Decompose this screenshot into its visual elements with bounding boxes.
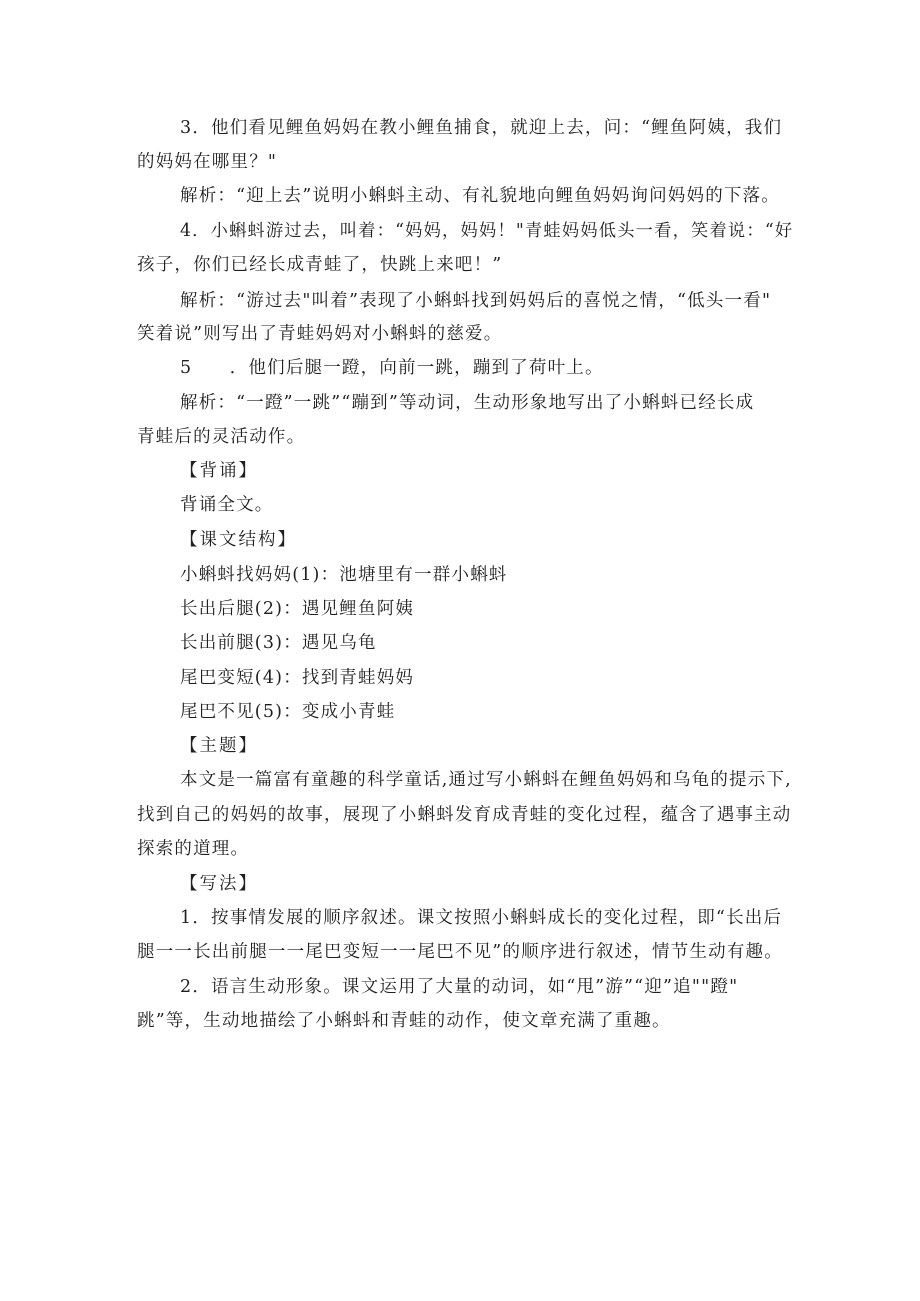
item-3-line-1: 3．他们看见鲤鱼妈妈在教小鲤鱼捕食，就迎上去，问：“鲤鱼阿姨，我们: [180, 118, 783, 138]
writing-1-line-1: 1．按事情发展的顺序叙述。课文按照小蝌蚪成长的变化过程，即“长出后: [180, 908, 783, 928]
structure-item-5: 尾巴不见(5)：变成小青蛙: [180, 702, 396, 722]
theme-line-1: 本文是一篇富有童趣的科学童话,通过写小蝌蚪在鲤鱼妈妈和乌龟的提示下,: [180, 770, 792, 790]
heading-theme: 【主题】: [180, 736, 258, 756]
analysis-4-line-2: 笑着说”则写出了青蛙妈妈对小蝌蚪的慈爱。: [137, 324, 503, 344]
item-4-line-2: 孩子，你们已经长成青蛙了，快跳上来吧！”: [137, 255, 503, 275]
item-3-line-2: 的妈妈在哪里？": [137, 152, 278, 172]
analysis-5-line-2: 青蛙后的灵活动作。: [137, 427, 306, 447]
analysis-5-line-1: 解析：“一蹬”一跳”“蹦到”等动词，生动形象地写出了小蝌蚪已经长成: [180, 393, 755, 413]
heading-recite: 【背诵】: [180, 461, 258, 481]
writing-1-line-2: 腿一一长出前腿一一尾巴变短一一尾巴不见”的顺序进行叙述，情节生动有趣。: [137, 942, 783, 962]
theme-line-2: 找到自己的妈妈的故事，展现了小蝌蚪发育成青蛙的变化过程，蕴含了遇事主动: [137, 805, 792, 825]
heading-structure: 【课文结构】: [180, 530, 297, 550]
item-5: 5 ．他们后腿一蹬，向前一跳，蹦到了荷叶上。: [180, 358, 604, 378]
structure-item-4: 尾巴变短(4)：找到青蛙妈妈: [180, 668, 415, 688]
heading-writing: 【写法】: [180, 874, 258, 894]
item-4-line-1: 4．小蝌蚪游过去，叫着：“妈妈，妈妈！"青蛙妈妈低头一看，笑着说：“好: [180, 221, 794, 241]
analysis-3: 解析：“迎上去”说明小蝌蚪主动、有礼貌地向鲤鱼妈妈询问妈妈的下落。: [180, 186, 780, 206]
theme-line-3: 探索的道理。: [137, 839, 250, 859]
structure-item-1: 小蝌蚪找妈妈(1)：池塘里有一群小蝌蚪: [180, 565, 508, 585]
writing-2-line-1: 2．语言生动形象。课文运用了大量的动词，如“甩”游”“迎”追""蹬": [180, 977, 739, 997]
analysis-4-line-1: 解析：“游过去"叫着”表现了小蝌蚪找到妈妈后的喜悦之情，“低头一看": [180, 291, 772, 311]
writing-2-line-2: 跳”等，生动地描绘了小蝌蚪和青蛙的动作，使文章充满了重趣。: [137, 1011, 671, 1031]
recite-text: 背诵全文。: [180, 495, 274, 515]
structure-item-2: 长出后腿(2)：遇见鲤鱼阿姨: [180, 599, 415, 619]
structure-item-3: 长出前腿(3)：遇见乌龟: [180, 633, 377, 653]
